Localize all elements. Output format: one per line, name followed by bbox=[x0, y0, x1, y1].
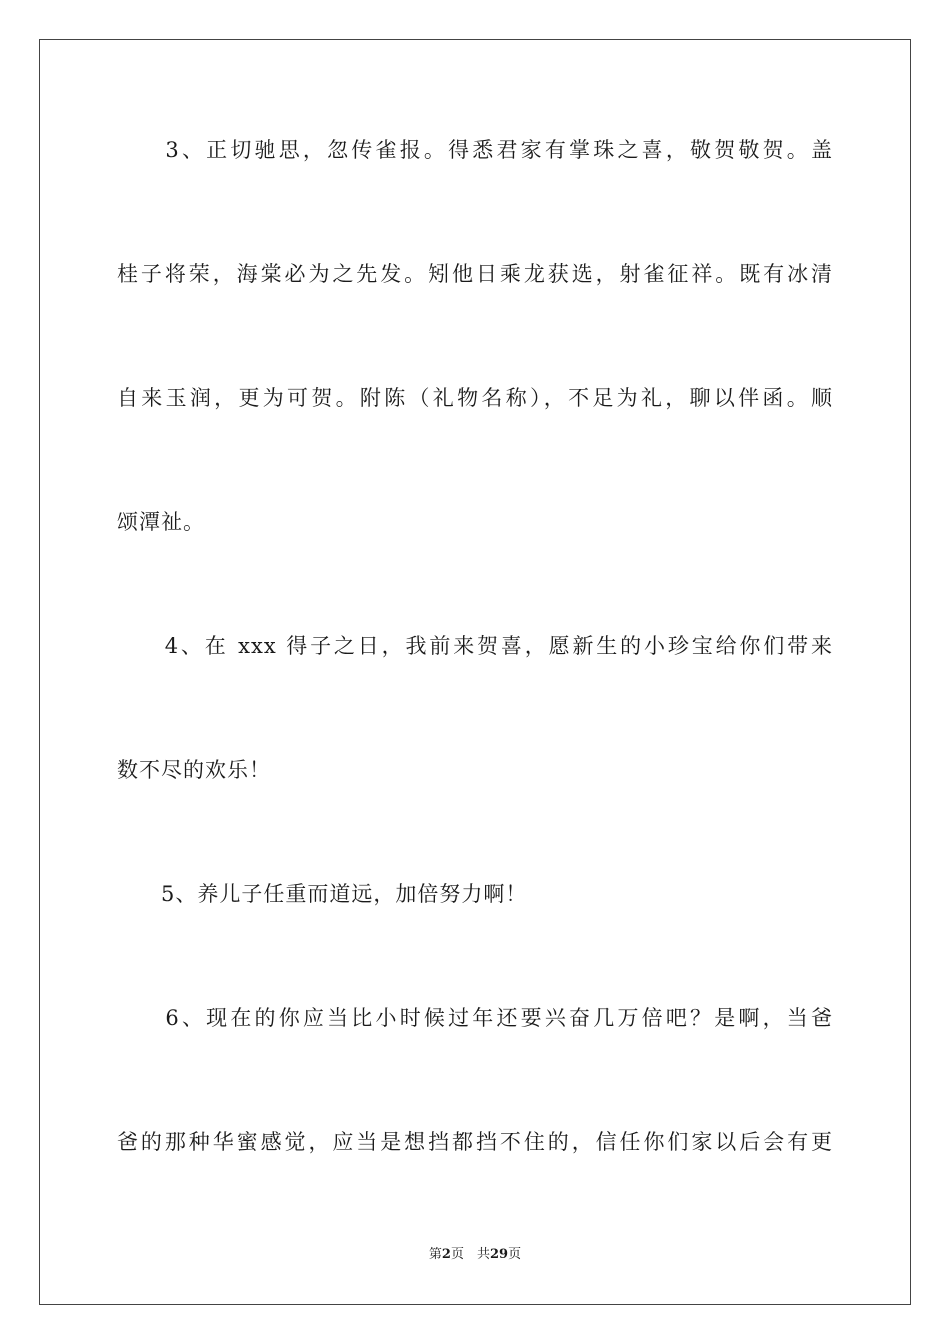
paragraph-4-line-2: 数不尽的欢乐！ bbox=[117, 758, 271, 782]
paragraph-3-line-1: 3、正切驰思，忽传雀报。得悉君家有掌珠之喜，敬贺敬贺。盖 bbox=[117, 138, 833, 162]
footer-suffix: 页 bbox=[508, 1247, 522, 1262]
footer-prefix: 第 bbox=[428, 1247, 442, 1262]
paragraph-3-line-4: 颂潭祉。 bbox=[117, 510, 205, 534]
paragraph-3-line-2: 桂子将荣，海棠必为之先发。矧他日乘龙获选，射雀征祥。既有冰清 bbox=[117, 262, 833, 286]
footer-total-pages: 29 bbox=[489, 1247, 509, 1262]
paragraph-6-line-2: 爸的那种华蜜感觉，应当是想挡都挡不住的，信任你们家以后会有更 bbox=[117, 1130, 833, 1154]
footer-current-page: 2 bbox=[441, 1247, 451, 1262]
paragraph-4-line-1: 4、在 xxx 得子之日，我前来贺喜，愿新生的小珍宝给你们带来 bbox=[117, 634, 833, 658]
footer-middle: 页 共 bbox=[450, 1247, 490, 1262]
paragraph-5-line-1: 5、养儿子任重而道远，加倍努力啊！ bbox=[117, 882, 528, 906]
paragraph-6-line-1: 6、现在的你应当比小时候过年还要兴奋几万倍吧？是啊，当爸 bbox=[117, 1006, 833, 1030]
paragraph-3-line-3: 自来玉润，更为可贺。附陈（礼物名称），不足为礼，聊以伴函。顺 bbox=[117, 386, 833, 410]
page-frame bbox=[39, 39, 911, 1305]
page-footer bbox=[0, 1246, 950, 1264]
